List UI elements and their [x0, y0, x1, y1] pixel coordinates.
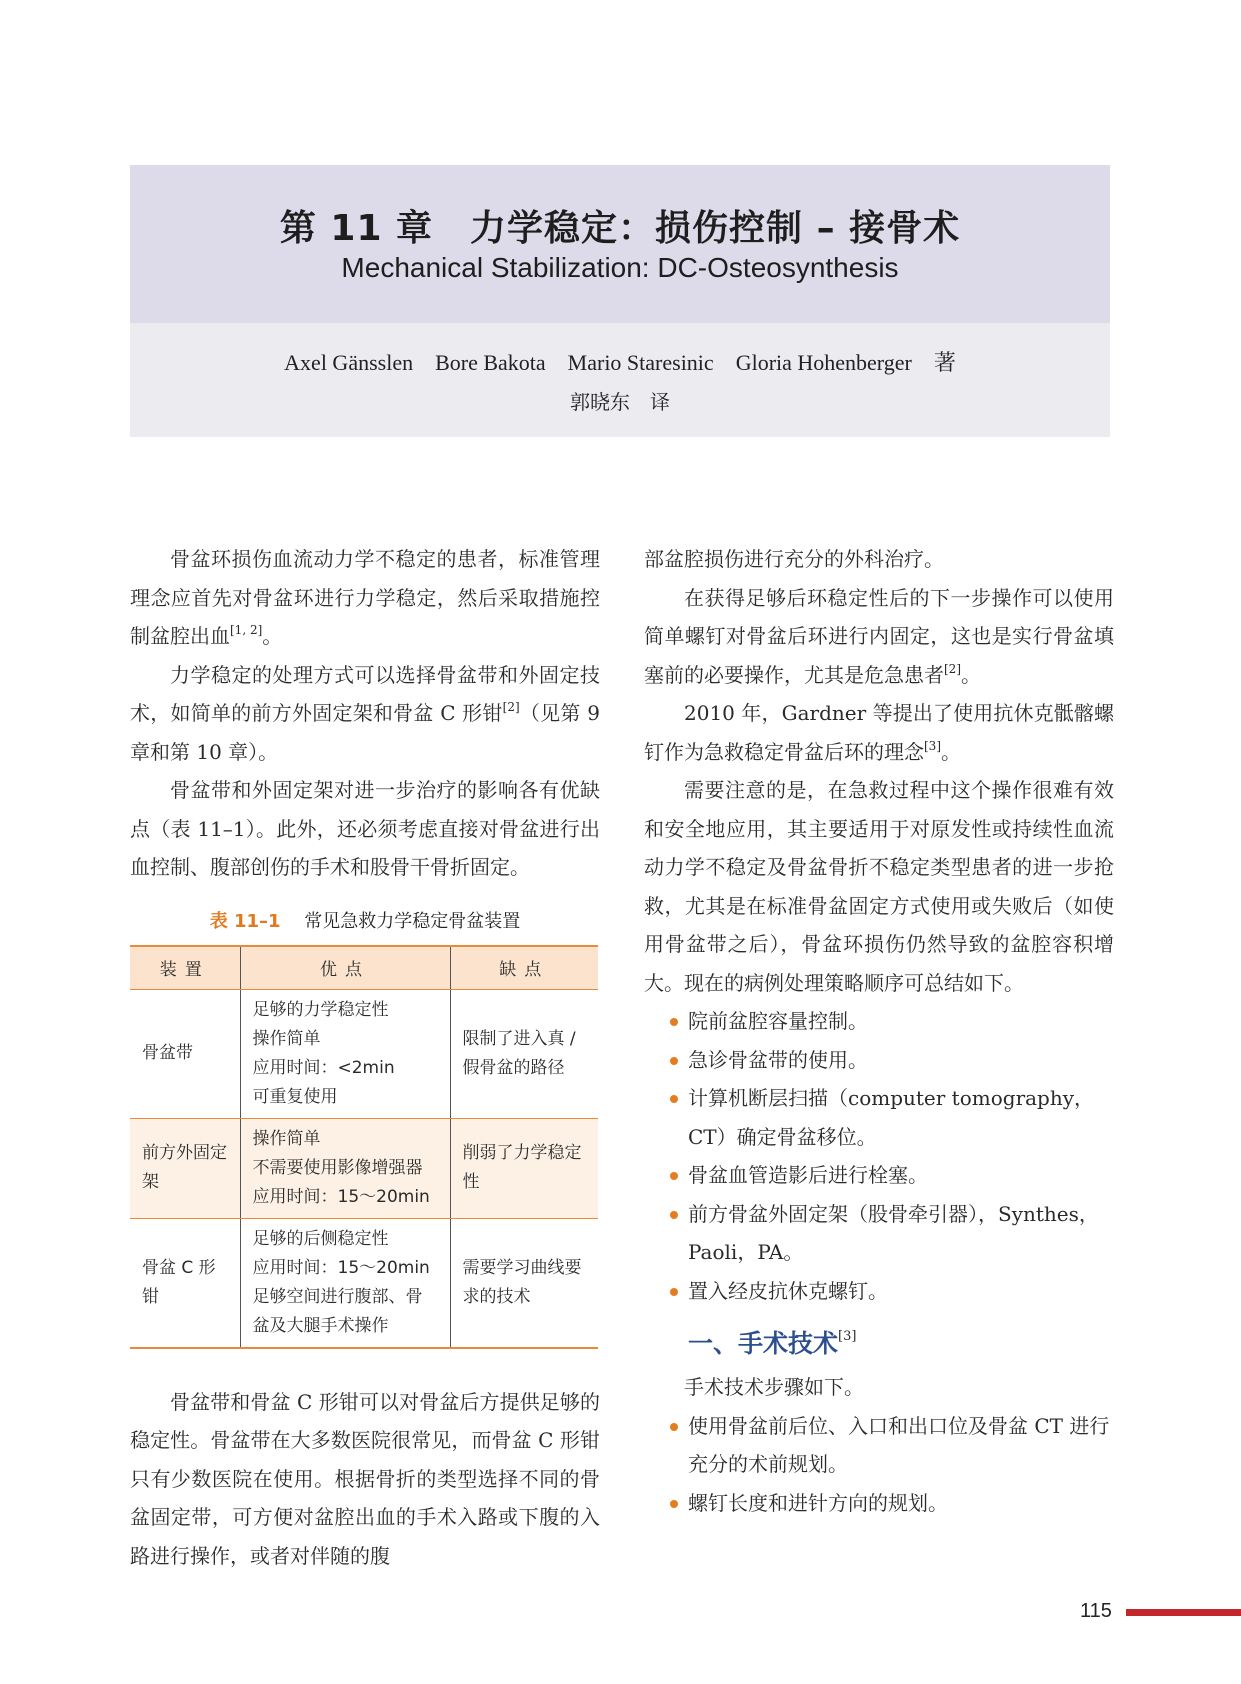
paragraph: 2010 年，Gardner 等提出了使用抗休克骶髂螺钉作为急救稳定骨盆后环的理念[3]。	[644, 701, 1114, 764]
cons-cell: 限制了进入真 / 假骨盆的路径	[450, 989, 598, 1118]
column-header: 缺点	[450, 946, 598, 990]
page-bar-decoration	[1126, 1609, 1241, 1616]
paragraph: 力学稳定的处理方式可以选择骨盆带和外固定技术，如简单的前方外固定架和骨盆 C 形钳[2]（见第 9 章和第 10 章）。	[130, 662, 600, 764]
list-item: 计算机断层扫描（computer tomography，CT）确定骨盆移位。	[644, 1079, 1114, 1156]
cons-cell: 需要学习曲线要求的技术	[450, 1218, 598, 1348]
device-cell: 骨盆 C 形钳	[130, 1218, 240, 1348]
bullet-icon	[670, 1423, 678, 1431]
bullet-icon	[670, 1288, 678, 1296]
page-number: 115	[1080, 1600, 1112, 1622]
list-item: 置入经皮抗休克螺钉。	[644, 1272, 1114, 1311]
list-item: 院前盆腔容量控制。	[644, 1002, 1114, 1041]
strategy-list	[644, 1002, 1114, 1310]
technique-list	[644, 1407, 1114, 1523]
pros-cell: 足够的后侧稳定性 应用时间：15～20min 足够空间进行腹部、骨 盆及大腿手术操作	[240, 1218, 450, 1348]
authors-line: Axel Gänsslen Bore Bakota Mario Staresinic Gloria Hohenberger 著	[284, 350, 956, 375]
bullet-icon	[670, 1172, 678, 1180]
pros-cell: 操作简单 不需要使用影像增强器 应用时间：15～20min	[240, 1118, 450, 1218]
list-item: 骨盆血管造影后进行栓塞。	[644, 1156, 1114, 1195]
device-cell: 骨盆带	[130, 989, 240, 1118]
paragraph: 手术技术步骤如下。	[684, 1375, 864, 1399]
list-item: 急诊骨盆带的使用。	[644, 1041, 1114, 1080]
bullet-icon	[670, 1500, 678, 1508]
bullet-icon	[670, 1211, 678, 1219]
paragraph: 在获得足够后环稳定性后的下一步操作可以使用简单螺钉对骨盆后环进行内固定，这也是实行骨盆填塞前的必要操作，尤其是危急患者[2]。	[644, 585, 1114, 687]
list-item: 使用骨盆前后位、入口和出口位及骨盆 CT 进行充分的术前规划。	[644, 1407, 1114, 1484]
right-column	[644, 540, 1114, 1522]
paragraph: 部盆腔损伤进行充分的外科治疗。	[644, 547, 944, 571]
table-row	[130, 989, 598, 1118]
citation: [2]	[502, 700, 520, 714]
citation: [2]	[944, 661, 961, 676]
device-cell: 前方外固定架	[130, 1118, 240, 1218]
citation: [3]	[838, 1329, 857, 1344]
device-table	[130, 945, 598, 1349]
table-number: 表 11–1	[209, 910, 281, 932]
table-caption	[130, 907, 600, 933]
paragraph: 骨盆环损伤血流动力学不稳定的患者，标准管理理念应首先对骨盆环进行力学稳定，然后采取措施控制盆腔出血[1, 2]。	[130, 547, 600, 648]
table-row	[130, 1218, 598, 1348]
translator-line: 郭晓东 译	[570, 390, 670, 414]
table-row	[130, 1118, 598, 1218]
bullet-icon	[670, 1018, 678, 1026]
author-banner	[130, 323, 1110, 437]
column-header: 优点	[240, 946, 450, 990]
pros-cell: 足够的力学稳定性 操作简单 应用时间：<2min 可重复使用	[240, 989, 450, 1118]
left-column	[130, 540, 600, 1575]
paragraph: 骨盆带和骨盆 C 形钳可以对骨盆后方提供足够的稳定性。骨盆带在大多数医院很常见，而骨盆 C 形钳只有少数医院在使用。根据骨折的类型选择不同的骨盆固定带，可方便对盆腔出血的手术入路或下腹的入路进行操作，或者对伴随的腹	[130, 1389, 600, 1568]
bullet-icon	[670, 1095, 678, 1103]
column-header: 装置	[130, 946, 240, 990]
section-heading: 一、手术技术[3]	[688, 1329, 857, 1358]
list-item: 螺钉长度和进针方向的规划。	[644, 1484, 1114, 1523]
citation: [3]	[924, 738, 941, 753]
paragraph: 需要注意的是，在急救过程中这个操作很难有效和安全地应用，其主要适用于对原发性或持续性血流动力学不稳定及骨盆骨折不稳定类型患者的进一步抢救，尤其是在标准骨盆固定方式使用或失败后（如使用骨盆带之后），骨盆环损伤仍然导致的盆腔容积增大。现在的病例处理策略顺序可总结如下。	[644, 778, 1114, 995]
list-item: 前方骨盆外固定架（股骨牵引器），Synthes，Paoli，PA。	[644, 1195, 1114, 1272]
paragraph: 骨盆带和外固定架对进一步治疗的影响各有优缺点（表 11–1）。此外，还必须考虑直接对骨盆进行出血控制、腹部创伤的手术和股骨干骨折固定。	[130, 778, 600, 879]
table-header-row	[130, 946, 598, 990]
table-caption-text: 常见急救力学稳定骨盆装置	[304, 910, 521, 932]
chapter-subtitle: Mechanical Stabilization: DC-Osteosynthesis	[341, 252, 899, 283]
chapter-title: 第 11 章 力学稳定：损伤控制 – 接骨术	[279, 208, 961, 249]
citation: [1, 2]	[230, 623, 263, 637]
bullet-icon	[670, 1057, 678, 1065]
cons-cell: 削弱了力学稳定性	[450, 1118, 598, 1218]
